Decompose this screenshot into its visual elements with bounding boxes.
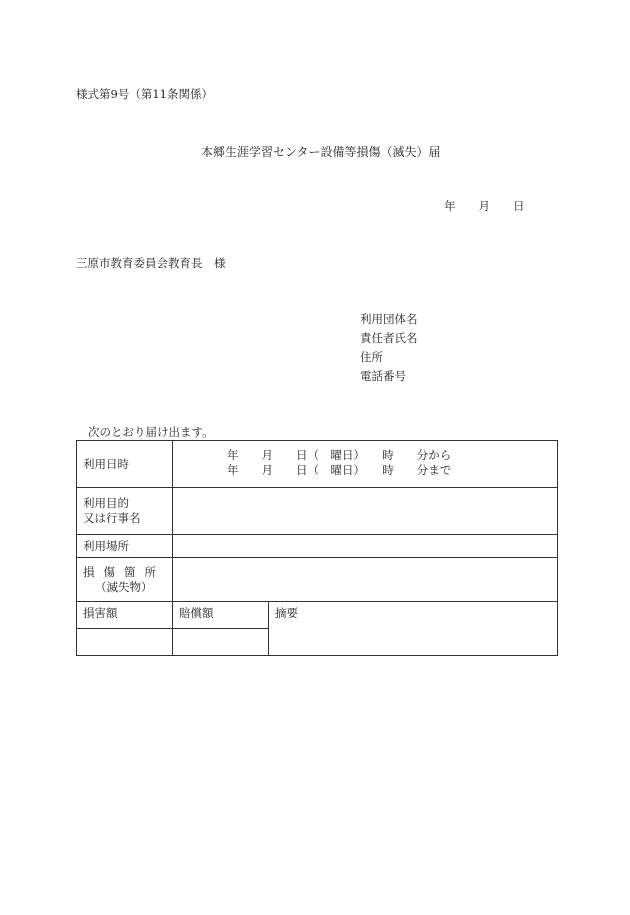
remarks-label: 摘要: [275, 606, 298, 620]
addressee: 三原市教育委員会教育長 様: [76, 256, 226, 270]
row-place: [77, 535, 558, 558]
usage-datetime-label-cell: [77, 441, 173, 488]
damage-report-table: [76, 440, 558, 656]
compensation-label-cell: [173, 602, 269, 629]
place-value-cell[interactable]: [173, 535, 558, 558]
intro-text: 次のとおり届け出ます。: [88, 425, 214, 439]
damage-label-line2: （滅失物）: [95, 579, 153, 594]
usage-from: 年 月 日（ 曜日） 時 分から: [227, 448, 452, 462]
address-label: 住所: [360, 350, 383, 364]
purpose-value-cell[interactable]: [173, 488, 558, 535]
usage-datetime-label: 利用日時: [83, 456, 129, 471]
damage-amount-value-cell[interactable]: [77, 629, 173, 656]
purpose-label-cell: [77, 488, 173, 535]
row-usage-datetime: [77, 441, 558, 488]
compensation-value-cell[interactable]: [173, 629, 269, 656]
usage-datetime-value-cell[interactable]: [173, 441, 558, 488]
compensation-label: 賠償額: [179, 606, 214, 620]
phone-label: 電話番号: [360, 369, 406, 383]
row-amount-labels: [77, 602, 558, 629]
place-label-cell: [77, 535, 173, 558]
row-damage: [77, 558, 558, 602]
remarks-cell[interactable]: [269, 602, 558, 656]
purpose-label-line2: 又は行事名: [83, 511, 141, 525]
usage-to: 年 月 日（ 曜日） 時 分まで: [227, 463, 452, 477]
damage-label-cell: [77, 558, 173, 602]
submission-date: 年 月 日: [444, 199, 525, 213]
purpose-label-line1: 利用目的: [83, 496, 129, 510]
place-label: 利用場所: [83, 538, 129, 553]
form-title: 本郷生涯学習センター設備等損傷（滅失）届: [201, 145, 441, 159]
damage-value-cell[interactable]: [173, 558, 558, 602]
damage-label-line1: 損傷箇所: [83, 564, 165, 579]
form-number: 様式第9号（第11条関係）: [76, 87, 213, 101]
row-purpose: [77, 488, 558, 535]
damage-amount-label-cell: [77, 602, 173, 629]
responsible-person-label: 責任者氏名: [360, 331, 418, 345]
damage-amount-label: 損害額: [83, 606, 118, 620]
group-name-label: 利用団体名: [360, 312, 418, 326]
